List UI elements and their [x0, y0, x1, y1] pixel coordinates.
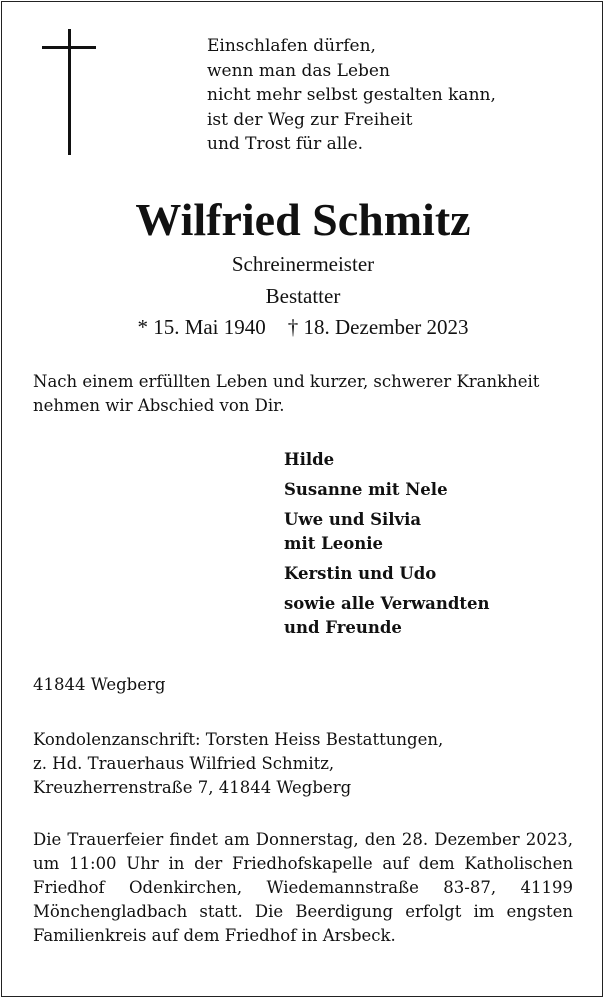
mourner-line: Kerstin und Udo	[284, 564, 437, 583]
poem-line: nicht mehr selbst gestalten kann,	[207, 85, 496, 105]
condolence-address	[33, 728, 443, 800]
mourner-line: Hilde	[284, 450, 335, 469]
condolence-line: Kreuzherrenstraße 7, 41844 Wegberg	[33, 778, 352, 797]
mourner-line: Uwe und Silvia	[284, 510, 422, 529]
funeral-line: Familienkreis auf dem Friedhof in Arsbeck.	[33, 926, 396, 945]
mourners-list	[284, 448, 490, 646]
location: 41844 Wegberg	[33, 675, 166, 694]
deceased-profession: Schreinermeister	[231, 252, 375, 276]
mourner-line: Susanne mit Nele	[284, 480, 448, 499]
deceased-role: Bestatter	[265, 284, 341, 308]
mourner-entry	[284, 508, 490, 556]
funeral-line: Friedhof Odenkirchen, Wiedemannstraße 83-87, 41199	[33, 878, 573, 897]
condolence-line: Kondolenzanschrift: Torsten Heiss Bestattungen,	[33, 730, 444, 749]
mourner-entry	[284, 448, 490, 472]
funeral-line: um 11:00 Uhr in der Friedhofskapelle auf dem Katholischen	[33, 854, 573, 873]
mourner-entry	[284, 478, 490, 502]
deceased-name: Wilfried Schmitz	[135, 194, 471, 245]
mourner-entry	[284, 562, 490, 586]
poem-line: ist der Weg zur Freiheit	[207, 109, 413, 130]
mourner-line: und Freunde	[284, 618, 402, 637]
funeral-line: Mönchengladbach statt. Die Beerdigung erfolgt im engsten	[33, 902, 573, 921]
poem	[207, 34, 496, 157]
mourner-line: sowie alle Verwandten	[284, 594, 490, 613]
poem-line: wenn man das Leben	[207, 60, 390, 81]
poem-line: Einschlafen dürfen,	[207, 36, 376, 56]
mourner-entry	[284, 592, 490, 640]
intro-line: Nach einem erfüllten Leben und kurzer, schwerer Krankheit	[33, 372, 540, 391]
life-dates	[0, 313, 606, 341]
birth-date: * 15. Mai 1940	[137, 315, 266, 339]
condolence-line: z. Hd. Trauerhaus Wilfried Schmitz,	[33, 754, 335, 773]
intro-text	[33, 370, 573, 418]
death-date: † 18. Dezember 2023	[287, 315, 469, 339]
poem-line: und Trost für alle.	[207, 134, 364, 154]
funeral-details	[33, 828, 573, 948]
cross-icon	[42, 29, 96, 155]
mourner-line: mit Leonie	[284, 534, 383, 553]
funeral-line: Die Trauerfeier findet am Donnerstag, den 28. Dezember 2023,	[33, 830, 573, 849]
intro-line: nehmen wir Abschied von Dir.	[33, 396, 285, 415]
